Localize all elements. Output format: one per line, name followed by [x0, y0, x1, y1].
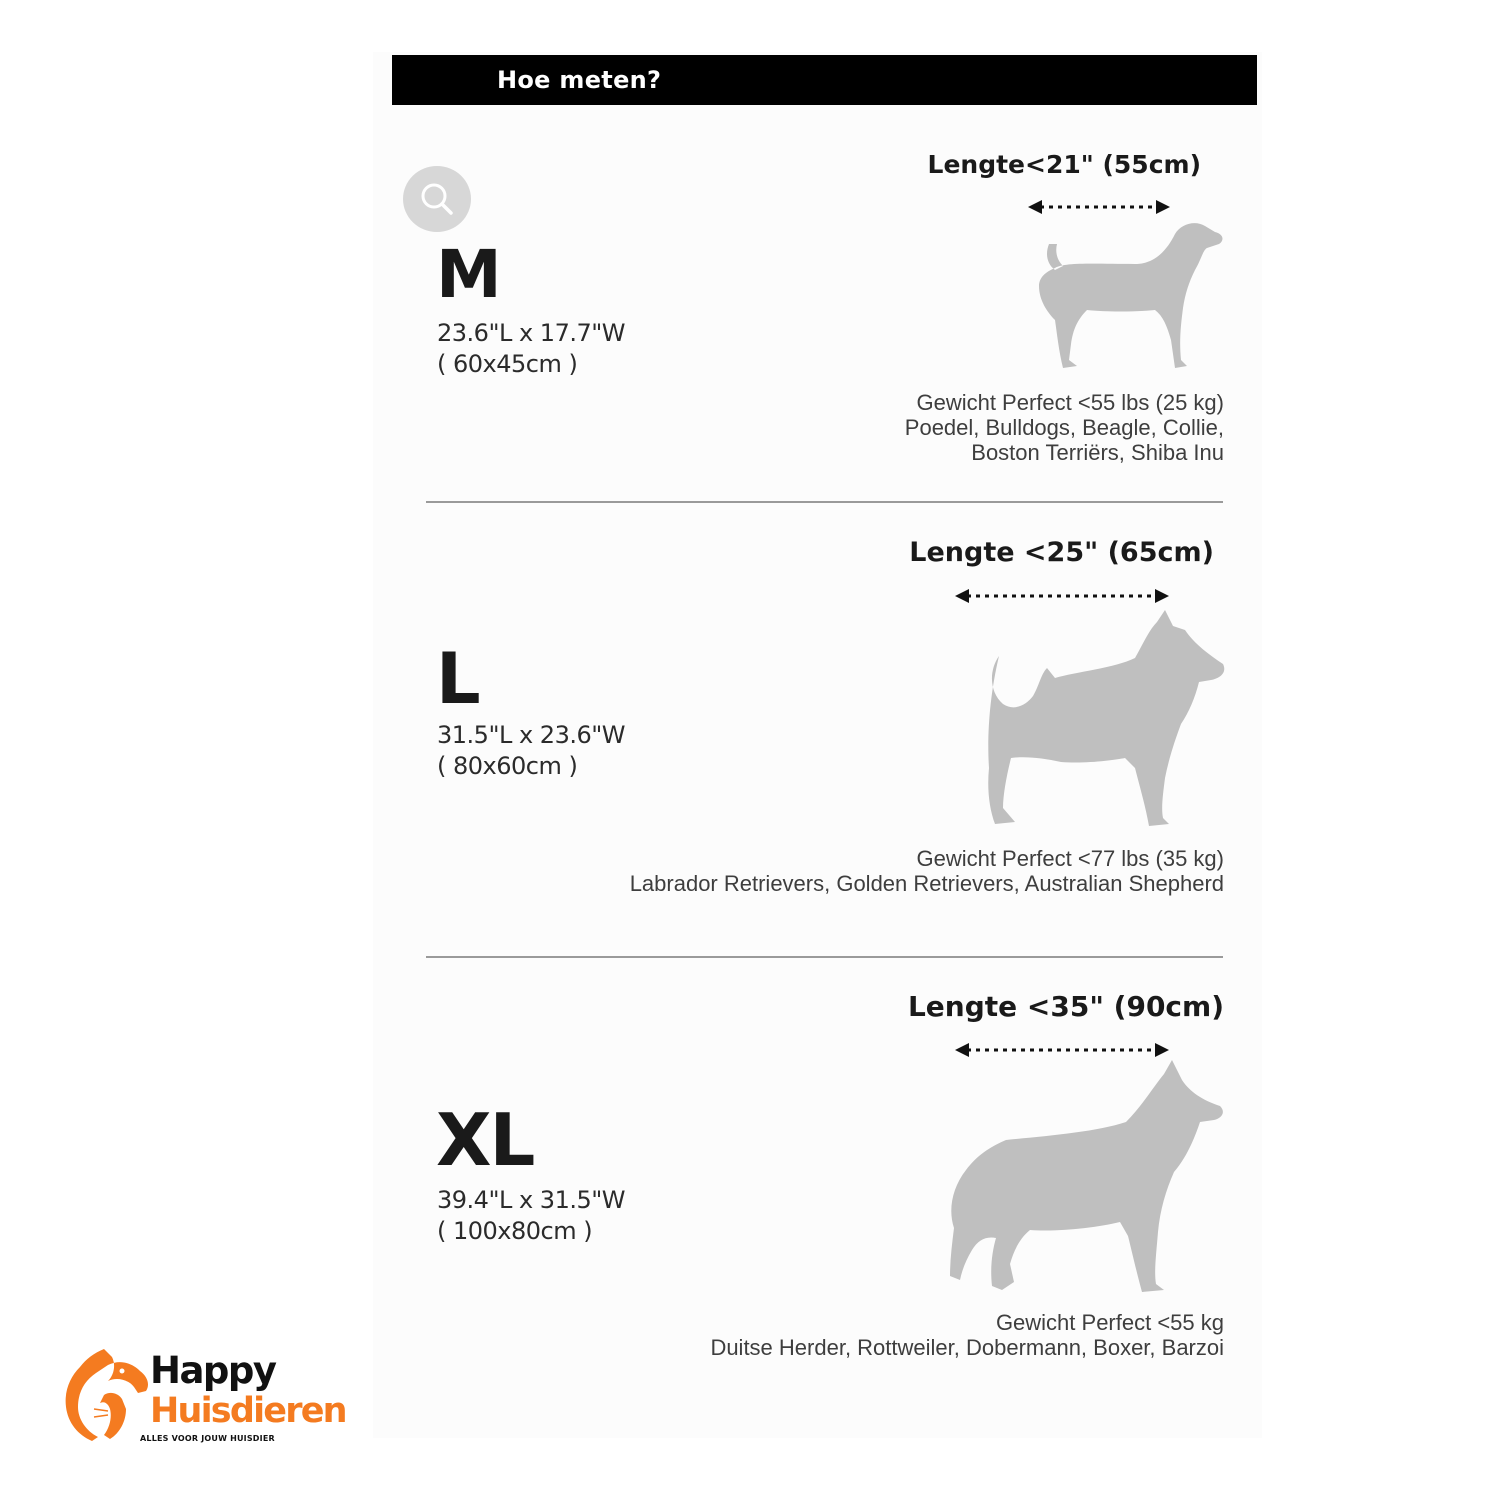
size-l-dims-inch: 31.5"L x 23.6"W	[437, 721, 626, 749]
size-xl-dimensions	[437, 1185, 625, 1247]
size-m-dimensions	[437, 318, 625, 380]
size-m-length: Lengte<21" (55cm)	[927, 150, 1201, 179]
size-xl-dims-inch: 39.4"L x 31.5"W	[437, 1186, 626, 1214]
size-letter-m: M	[436, 236, 500, 313]
size-m-dims-inch: 23.6"L x 17.7"W	[437, 319, 626, 347]
medium-dog-silhouette-icon	[985, 608, 1227, 830]
size-xl-dims-cm: ( 100x80cm )	[437, 1217, 593, 1245]
pet-logo-icon	[64, 1345, 150, 1445]
size-m-breeds-2: Boston Terriërs, Shiba Inu	[971, 440, 1224, 465]
size-m-length-arrow-icon	[1028, 198, 1170, 216]
size-m-breeds-1: Poedel, Bulldogs, Beagle, Collie,	[904, 415, 1224, 440]
zoom-button[interactable]	[403, 166, 471, 232]
size-l-weight: Gewicht Perfect <77 lbs (35 kg)	[916, 846, 1224, 871]
divider	[426, 956, 1223, 958]
logo-tagline: ALLES VOOR JOUW HUISDIER	[140, 1434, 275, 1443]
small-dog-silhouette-icon	[1025, 220, 1225, 372]
brand-logo	[64, 1345, 344, 1450]
size-xl-breeds: Duitse Herder, Rottweiler, Dobermann, Boxer, Barzoi	[710, 1335, 1224, 1360]
size-l-breeds: Labrador Retrievers, Golden Retrievers, Australian Shepherd	[629, 871, 1224, 896]
size-xl-length: Lengte <35" (90cm)	[907, 990, 1224, 1023]
divider	[426, 501, 1223, 503]
large-dog-silhouette-icon	[946, 1060, 1226, 1296]
logo-wordmark-huisdieren: Huisdieren	[150, 1391, 346, 1431]
size-l-info	[630, 846, 1224, 896]
logo-wordmark-happy: Happy	[150, 1349, 276, 1392]
size-letter-xl: XL	[436, 1098, 534, 1182]
size-l-length-arrow-icon	[955, 587, 1169, 605]
size-xl-info	[710, 1310, 1224, 1360]
size-xl-weight: Gewicht Perfect <55 kg	[995, 1310, 1224, 1335]
size-l-dimensions	[437, 720, 625, 782]
size-l-length: Lengte <25" (65cm)	[909, 537, 1214, 568]
size-m-info	[905, 390, 1224, 465]
size-l-dims-cm: ( 80x60cm )	[437, 752, 578, 780]
size-xl-length-arrow-icon	[955, 1041, 1169, 1059]
size-m-dims-cm: ( 60x45cm )	[437, 350, 578, 378]
size-m-weight: Gewicht Perfect <55 lbs (25 kg)	[916, 390, 1224, 415]
size-letter-l: L	[436, 638, 479, 720]
header-title: Hoe meten?	[497, 66, 662, 94]
header-bar	[392, 55, 1257, 105]
magnifier-icon	[419, 181, 455, 217]
